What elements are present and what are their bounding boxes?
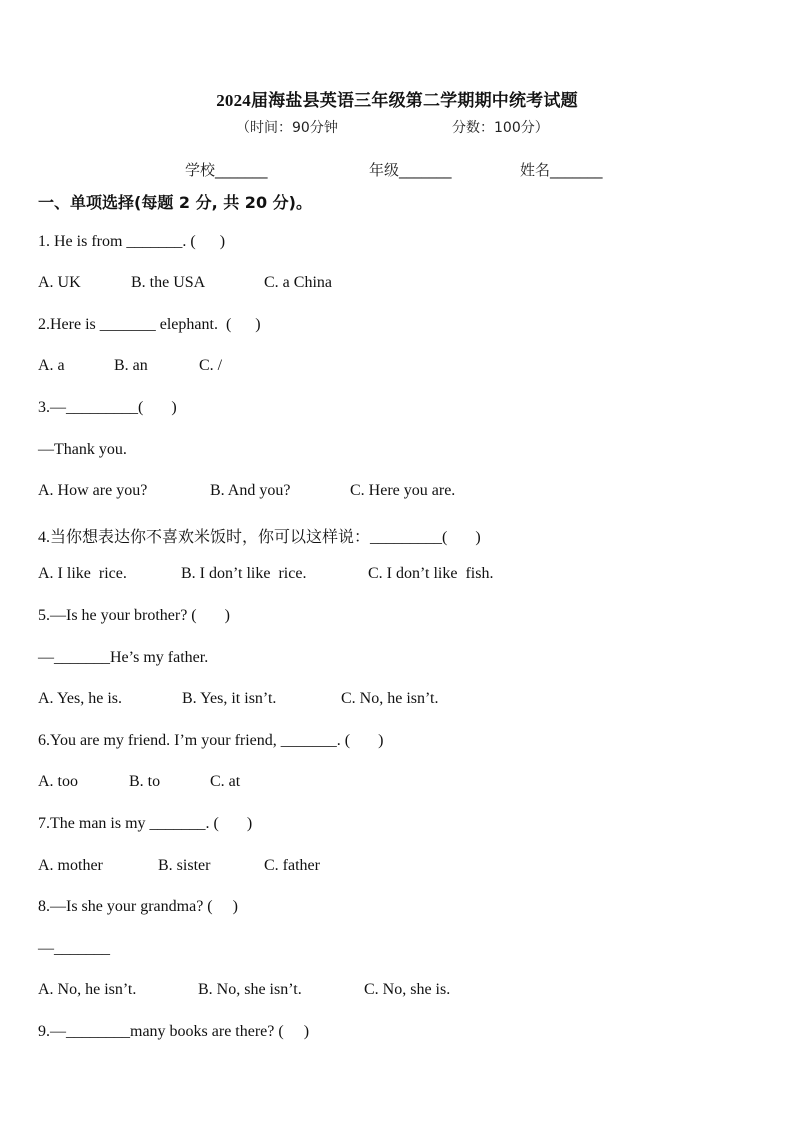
option-c: C. No, he isn’t. bbox=[341, 690, 439, 707]
question-9: 9.—________many books are there? ( ) bbox=[38, 1023, 310, 1040]
option-c: C. No, she is. bbox=[364, 981, 451, 998]
question-8-response: —_______ bbox=[38, 940, 110, 957]
question-4: 4.当你想表达你不喜欢米饭时，你可以这样说：_________( ) bbox=[38, 529, 481, 546]
question-8: 8.—Is she your grandma? ( ) bbox=[38, 898, 238, 915]
option-c: C. / bbox=[199, 357, 223, 374]
option-c: C. at bbox=[210, 773, 241, 790]
question-3: 3.—_________( ) bbox=[38, 399, 177, 416]
question-3-options bbox=[38, 482, 455, 500]
question-1: 1. He is from _______. ( ) bbox=[38, 233, 226, 250]
option-a: A. How are you? bbox=[38, 482, 148, 499]
option-b: B. No, she isn’t. bbox=[198, 981, 302, 998]
option-c: C. Here you are. bbox=[350, 482, 456, 499]
option-a: A. a bbox=[38, 357, 65, 374]
exam-score: 分数：100分） bbox=[452, 120, 549, 136]
option-b: B. an bbox=[114, 357, 148, 374]
exam-title: 2024届海盐县英语三年级第二学期期中统考试题 bbox=[216, 91, 578, 110]
option-b: B. to bbox=[129, 773, 161, 790]
option-a: A. Yes, he is. bbox=[38, 690, 123, 707]
question-5: 5.—Is he your brother? ( ) bbox=[38, 607, 230, 624]
name-field: 姓名_______ bbox=[520, 161, 603, 179]
option-b: B. I don’t like rice. bbox=[181, 565, 307, 582]
grade-field: 年级_______ bbox=[369, 161, 452, 179]
question-2-options bbox=[38, 357, 222, 375]
option-c: C. father bbox=[264, 857, 320, 874]
option-c: C. I don’t like fish. bbox=[368, 565, 494, 582]
option-a: A. too bbox=[38, 773, 78, 790]
question-5-options bbox=[38, 690, 438, 708]
question-7-options bbox=[38, 857, 320, 875]
section-title: 一、单项选择(每题 2 分, 共 20 分)。 bbox=[38, 193, 312, 212]
option-a: A. UK bbox=[38, 274, 81, 291]
option-b: B. Yes, it isn’t. bbox=[182, 690, 277, 707]
question-8-options bbox=[38, 981, 450, 999]
option-a: A. mother bbox=[38, 857, 103, 874]
option-b: B. And you? bbox=[210, 482, 291, 499]
question-2: 2.Here is _______ elephant. ( ) bbox=[38, 316, 261, 333]
option-a: A. No, he isn’t. bbox=[38, 981, 137, 998]
question-6: 6.You are my friend. I’m your friend, _______. ( ) bbox=[38, 732, 384, 749]
question-4-options bbox=[38, 565, 493, 583]
question-1-options bbox=[38, 274, 332, 292]
option-b: B. the USA bbox=[131, 274, 206, 291]
option-c: C. a China bbox=[264, 274, 332, 291]
option-a: A. I like rice. bbox=[38, 565, 127, 582]
question-7: 7.The man is my _______. ( ) bbox=[38, 815, 253, 832]
question-5-response: —_______He’s my father. bbox=[38, 649, 209, 666]
question-6-options bbox=[38, 773, 240, 791]
school-field: 学校_______ bbox=[185, 161, 268, 179]
option-b: B. sister bbox=[158, 857, 211, 874]
question-3-response: —Thank you. bbox=[38, 441, 127, 458]
exam-time: （时间：90分钟 bbox=[236, 120, 338, 136]
